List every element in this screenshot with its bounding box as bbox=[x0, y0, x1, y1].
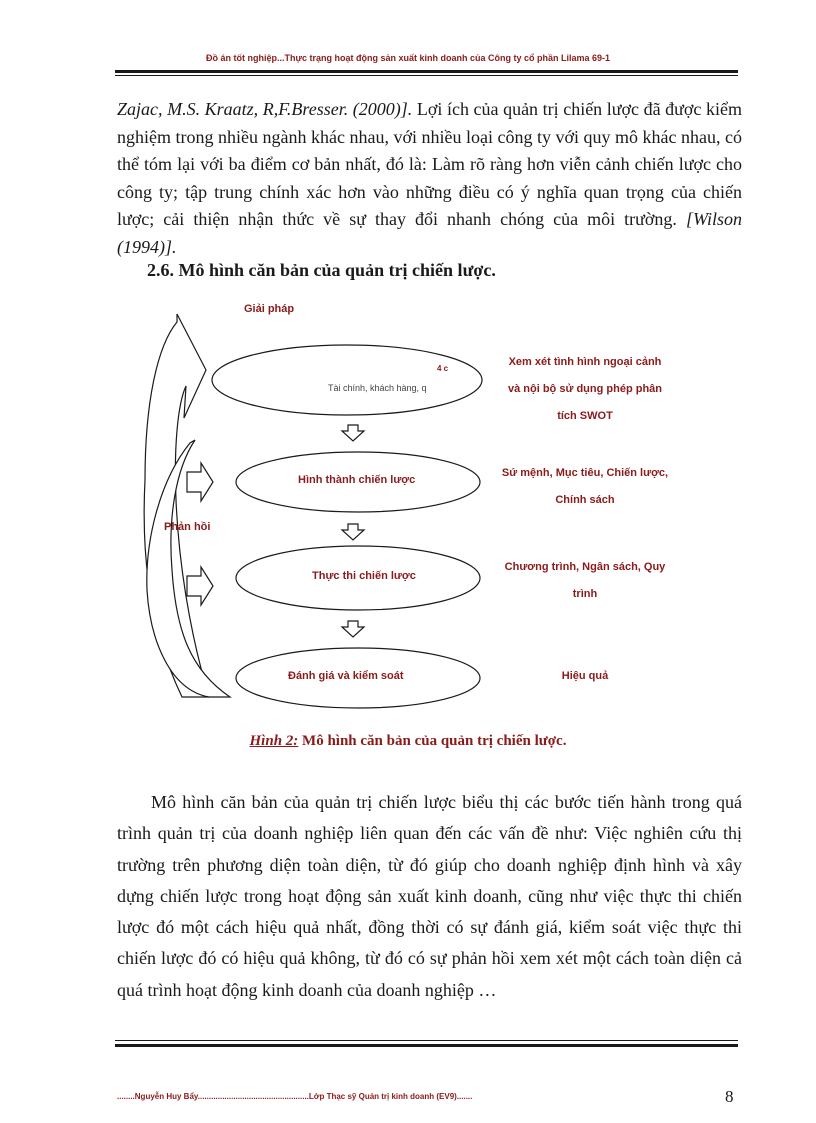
down-block-arrow-2 bbox=[342, 524, 364, 540]
step-formulation: Hình thành chiến lược bbox=[298, 474, 416, 486]
note-implementation-line-2: trình bbox=[572, 588, 598, 600]
note-environment-scan-line-2: và nội bộ sử dụng phép phân bbox=[507, 383, 663, 395]
feedback-label: Phản hồi bbox=[164, 521, 211, 533]
step-implementation: Thực thi chiến lược bbox=[312, 570, 416, 582]
intro-citation-1: Zajac, M.S. Kraatz, R,F.Bresser. (2000)]. bbox=[117, 99, 413, 119]
environment-ellipse-subtitle: Tài chính, khách hàng, q bbox=[328, 383, 427, 393]
down-block-arrow-3 bbox=[342, 621, 364, 637]
note-formulation-line-2: Chính sách bbox=[555, 494, 615, 506]
page-number: 8 bbox=[725, 1087, 734, 1106]
intro-citation-2: [Wilson (1994)]. bbox=[117, 209, 742, 257]
note-evaluation bbox=[485, 663, 685, 690]
note-environment-scan bbox=[485, 349, 685, 430]
figure-label: Hình 2: bbox=[249, 733, 299, 749]
intro-text: Lợi ích của quản trị chiến lược đã được kiểm nghiệm trong nhiều ngành khác nhau, với nhiều loại công ty với quy mô khác nhau, có thể tóm lại với ba điểm cơ bản nhất, đó là: Làm rõ ràng hơn viễn cảnh chiến lược cho công ty; tập trung chính xác hơn vào những điều có ý nghĩa quan trọng của chiến lược; cải thiện nhận thức về sự thay đổi nhanh chóng của môi trường. bbox=[117, 99, 742, 229]
note-formulation-line-1: Sứ mệnh, Mục tiêu, Chiến lược, bbox=[501, 467, 669, 479]
footer-rule-thin bbox=[115, 1040, 738, 1041]
environment-ellipse-title: 4 c bbox=[437, 364, 449, 373]
environment-ellipse bbox=[212, 345, 482, 415]
note-evaluation-line-1: Hiệu quả bbox=[561, 670, 609, 682]
note-environment-scan-line-1: Xem xét tình hình ngoại cảnh bbox=[508, 356, 662, 368]
solution-label: Giải pháp bbox=[244, 303, 295, 315]
step-evaluation: Đánh giá và kiểm soát bbox=[288, 670, 404, 682]
right-block-arrow-2 bbox=[187, 567, 213, 605]
note-environment-scan-line-3: tích SWOT bbox=[557, 410, 613, 422]
figure-caption bbox=[0, 733, 816, 750]
footer-text: ........Nguyễn Huy Bẩy..................................................Lớp Thạc sỹ Quản trị kinh doanh (EV9)....... bbox=[117, 1092, 473, 1101]
note-implementation bbox=[485, 554, 685, 608]
note-implementation-line-1: Chương trình, Ngân sách, Quy bbox=[504, 561, 666, 573]
footer-rule-thick bbox=[115, 1044, 738, 1047]
page-header: Đồ án tốt nghiệp...Thực trạng hoạt động sản xuất kinh doanh của Công ty cổ phần Lilama 69-1 bbox=[205, 53, 611, 63]
body-paragraph: Mô hình căn bản của quản trị chiến lược biểu thị các bước tiến hành trong quá trình quản trị của doanh nghiệp liên quan đến các vấn đề như: Việc nghiên cứu thị trường trên phương diện toàn diện, từ đó giúp cho doanh nghiệp định hình và xây dựng chiến lược trong hoạt động sản xuất kinh doanh, cũng như việc thực thi chiến lược đó một cách hiệu quả nhất, đồng thời có sự đánh giá, kiểm soát việc thực thi chiến lược đó có hiệu quả không, từ đó có sự phản hồi xem xét một cách toàn diện cả quá trình hoạt động kinh doanh của doanh nghiệp … bbox=[117, 792, 742, 1000]
down-block-arrow-1 bbox=[342, 425, 364, 441]
right-block-arrow-1 bbox=[187, 463, 213, 501]
section-title: 2.6. Mô hình căn bản của quản trị chiến lược. bbox=[147, 260, 496, 280]
figure-caption-text: Mô hình căn bản của quản trị chiến lược. bbox=[298, 733, 567, 749]
note-formulation bbox=[485, 460, 685, 514]
